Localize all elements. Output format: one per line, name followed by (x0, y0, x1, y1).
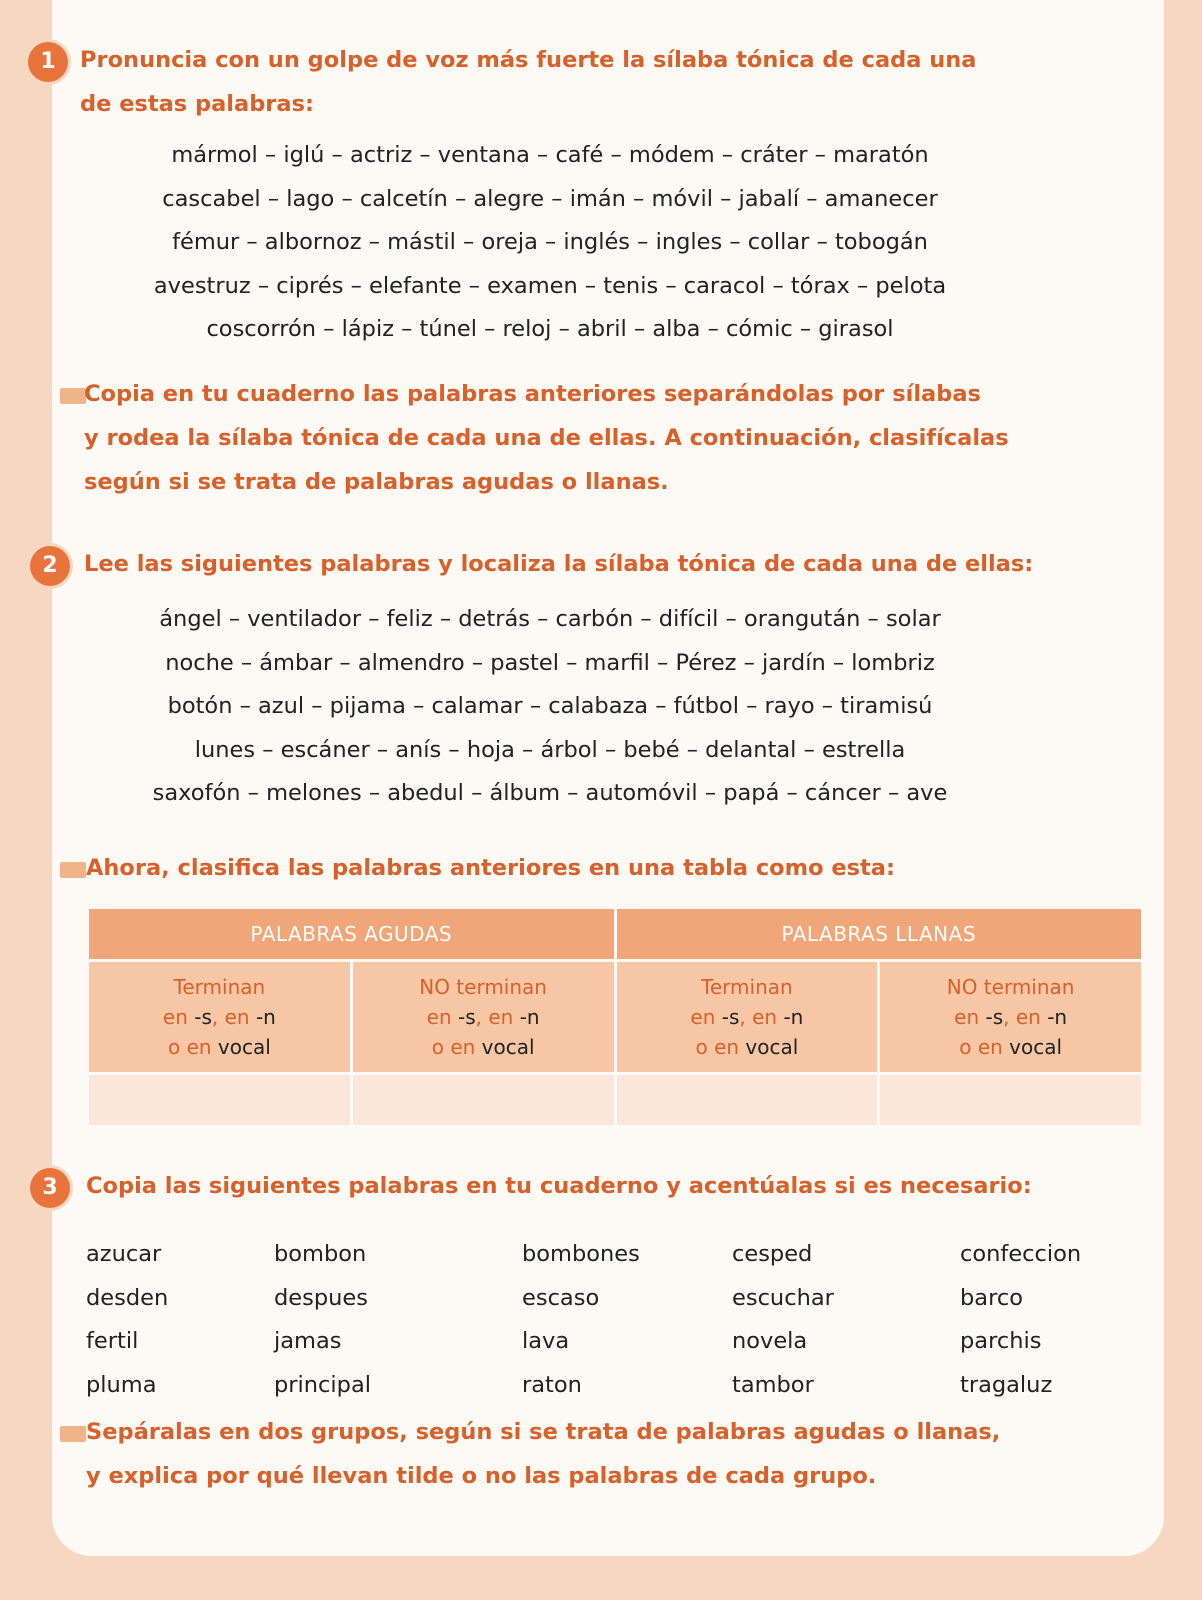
word-line: cascabel – lago – calcetín – alegre – imán – móvil – jabalí – amanecer (162, 185, 938, 212)
exercise-1-word-list (100, 134, 1000, 352)
header-palabras-agudas: PALABRAS AGUDAS (88, 908, 616, 961)
word-column: cesped escuchar novela tambor (732, 1241, 834, 1398)
subtask-marker (60, 1426, 86, 1442)
exercise-3-title: Copia las siguientes palabras en tu cuaderno y acentúalas si es necesario: (86, 1173, 1032, 1199)
exercise-2-word-list (100, 598, 1000, 816)
subtask-marker (60, 862, 86, 878)
word-line: mármol – iglú – actriz – ventana – café – módem – cráter – maratón (171, 142, 929, 168)
word-line: lunes – escáner – anís – hoja – árbol – bebé – delantal – estrella (194, 736, 906, 763)
word-column: bombones escaso lava raton (522, 1241, 640, 1398)
word-column: bombon despues jamas principal (274, 1241, 371, 1398)
word-line: coscorrón – lápiz – túnel – reloj – abril – alba – cómic – girasol (206, 316, 894, 342)
subheader-cell: Terminan en -s, en -n o en vocal (88, 961, 352, 1074)
word-line: botón – azul – pijama – calamar – calabaza – fútbol – rayo – tiramisú (167, 693, 933, 719)
word-column: confeccion barco parchis tragaluz (960, 1241, 1082, 1398)
classification-table (86, 906, 1144, 1128)
word-line: noche – ámbar – almendro – pastel – marfil – Pérez – jardín – lombriz (165, 649, 935, 676)
exercise-1-badge: 1 (28, 42, 68, 82)
subheader-cell: NO terminan en -s, en -n o en vocal (351, 961, 615, 1074)
exercise-3-subtask: Sepáralas en dos grupos, según si se trata de palabras agudas o llanas, y explica por qué llevan tilde o no las palabras de cada grupo. (86, 1419, 1001, 1489)
subheader-cell: Terminan en -s, en -n o en vocal (615, 961, 879, 1074)
subtask-marker (60, 388, 86, 404)
table-empty-cell (88, 1074, 352, 1127)
word-line: ángel – ventilador – feliz – detrás – carbón – difícil – orangután – solar (159, 606, 941, 632)
word-column: azucar desden fertil pluma (86, 1241, 169, 1398)
table-empty-cell (615, 1074, 879, 1127)
word-line: saxofón – melones – abedul – álbum – automóvil – papá – cáncer – ave (152, 780, 948, 806)
table-empty-cell (879, 1074, 1143, 1127)
exercise-2-title: Lee las siguientes palabras y localiza la sílaba tónica de cada una de ellas: (84, 551, 1034, 577)
exercise-3-badge: 3 (30, 1168, 70, 1208)
exercise-2-subtask: Ahora, clasifica las palabras anteriores en una tabla como esta: (86, 855, 895, 881)
exercise-1-title: Pronuncia con un golpe de voz más fuerte la sílaba tónica de cada una de estas palabras: (80, 47, 977, 117)
table-empty-cell (351, 1074, 615, 1127)
subheader-cell: NO terminan en -s, en -n o en vocal (879, 961, 1143, 1074)
exercise-1-subtask: Copia en tu cuaderno las palabras anteriores separándolas por sílabas y rodea la sílaba tónica de cada una de ellas. A continuación, clasifícalas según si se trata de palabras agudas o llanas. (84, 381, 1009, 495)
exercise-2-badge: 2 (30, 546, 70, 586)
word-line: fémur – albornoz – mástil – oreja – inglés – ingles – collar – tobogán (172, 229, 928, 255)
header-palabras-llanas: PALABRAS LLANAS (615, 908, 1143, 961)
word-line: avestruz – ciprés – elefante – examen – tenis – caracol – tórax – pelota (153, 272, 947, 299)
